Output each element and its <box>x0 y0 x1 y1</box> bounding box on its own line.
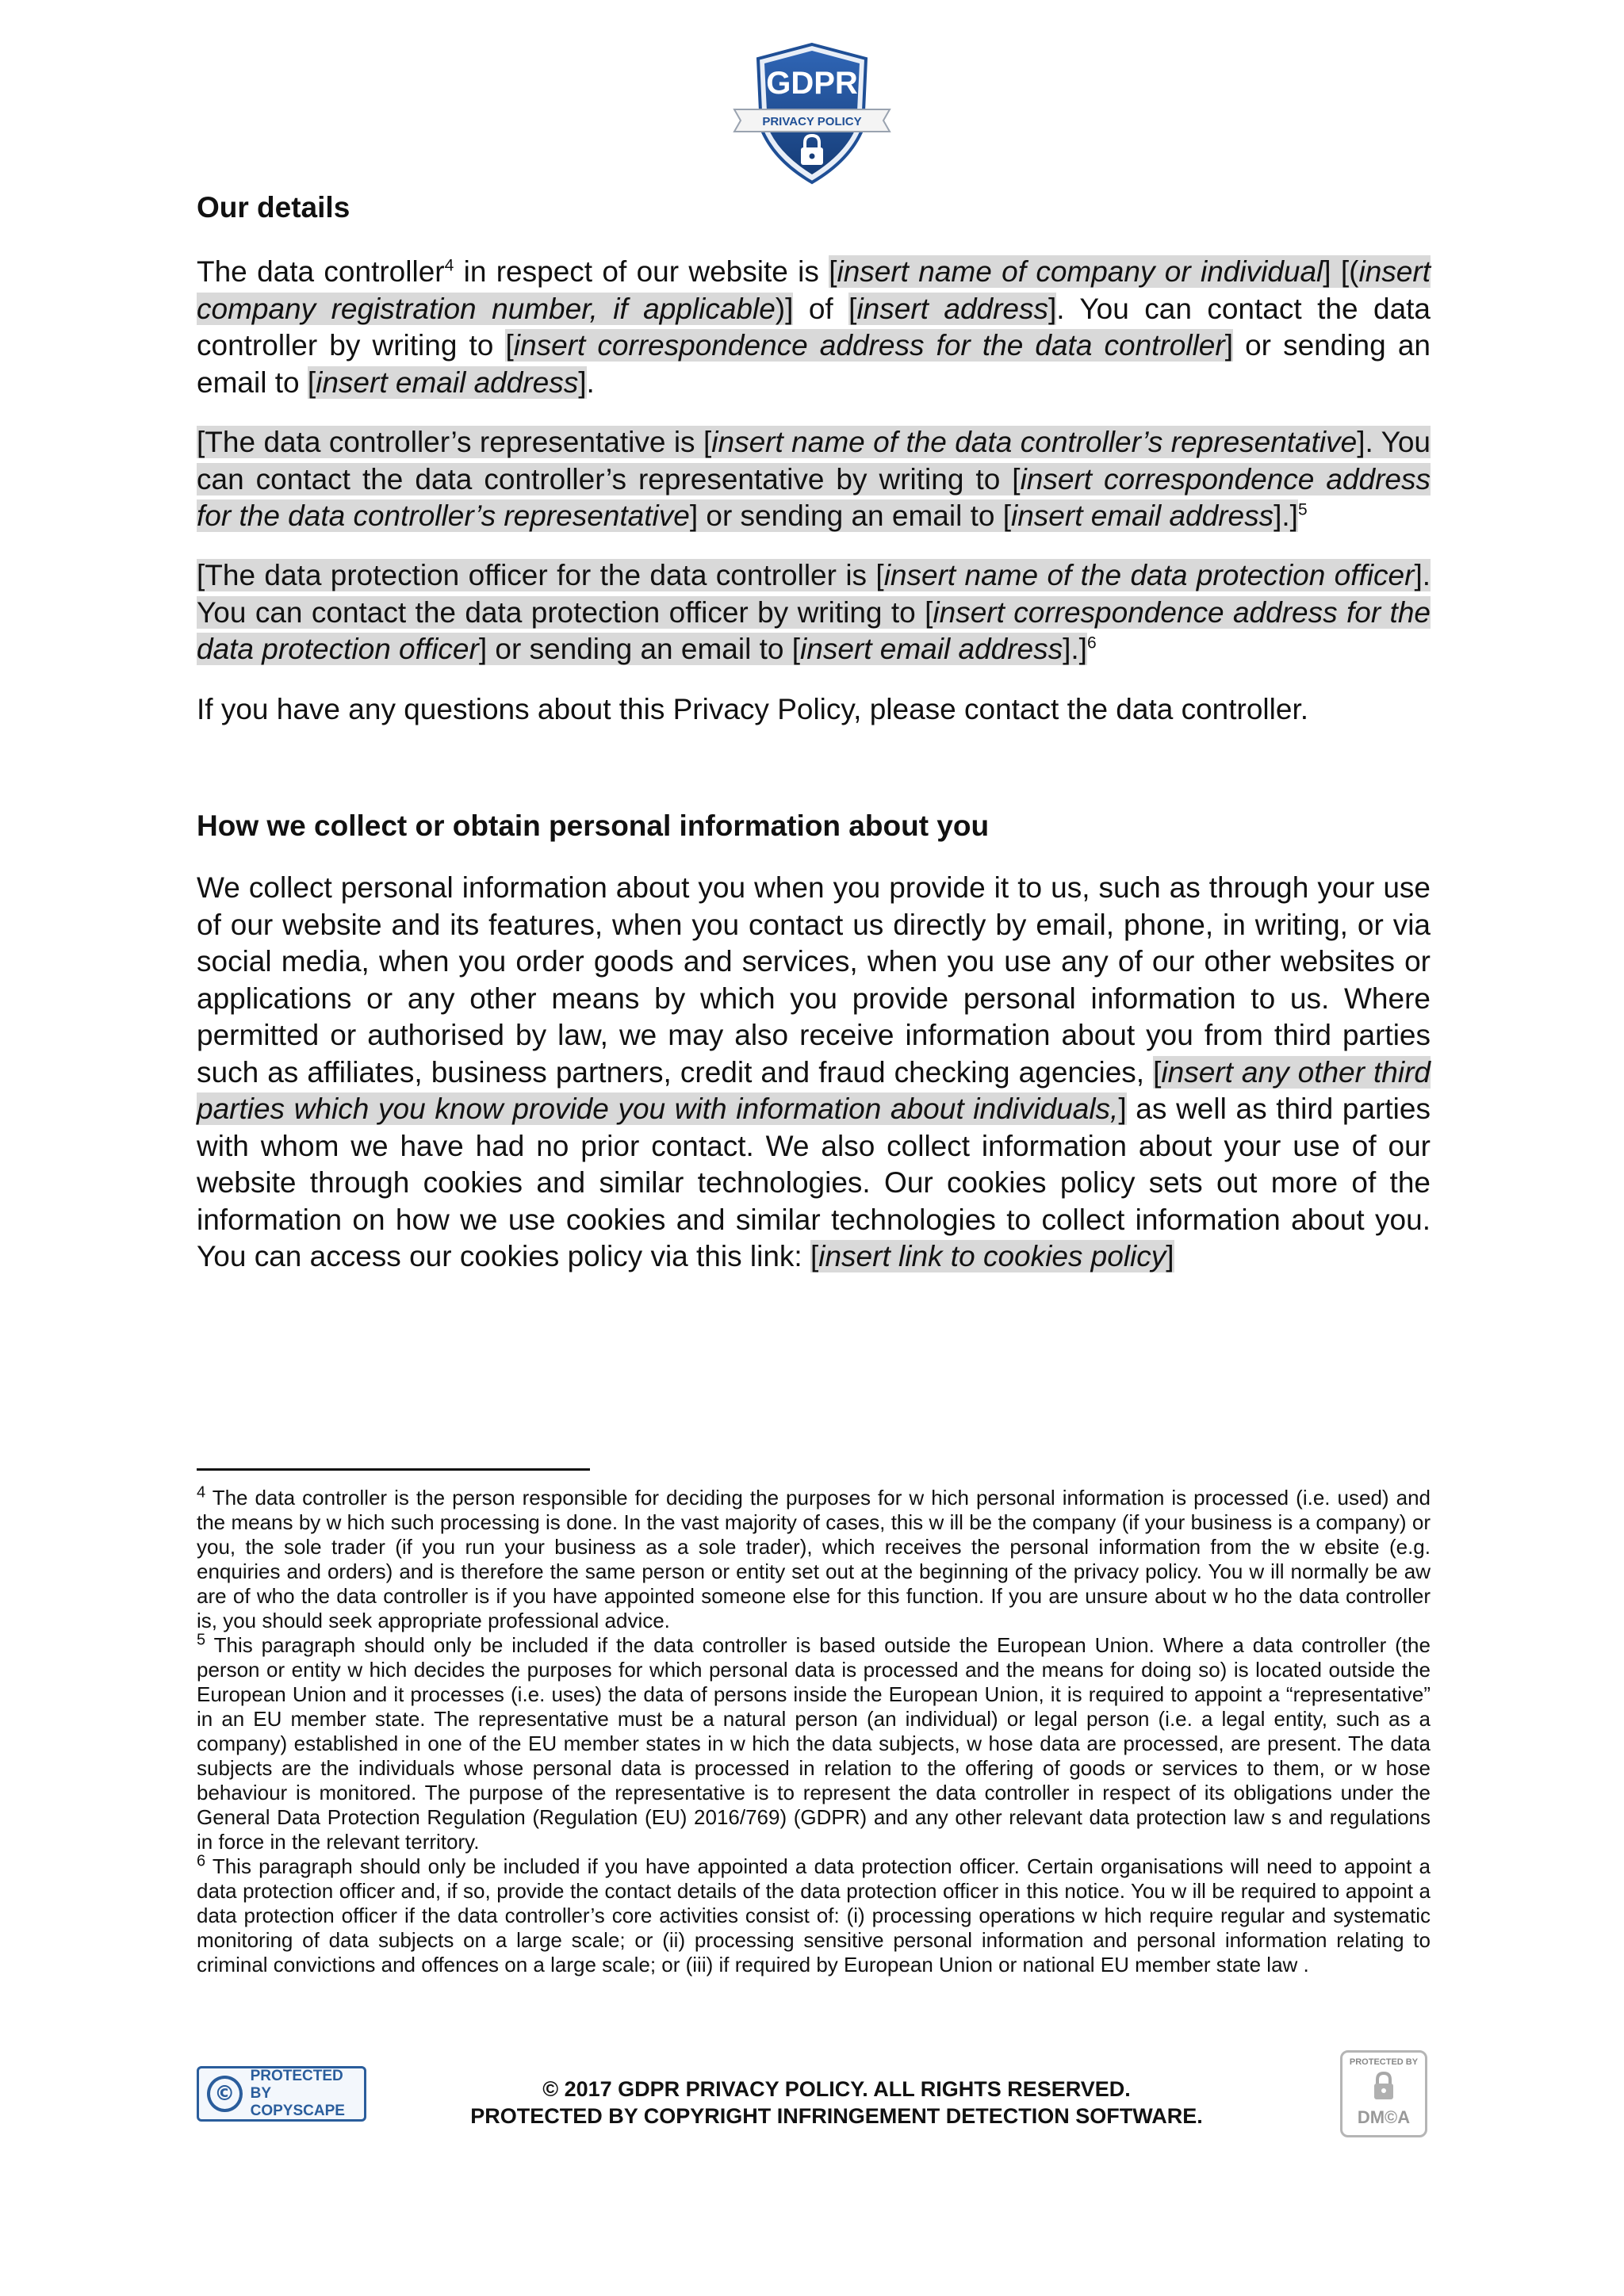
optional-representative-block: [The data controller’s representative is [insert name of the data controller’s representative]. You can contact the data controller’s representative by writing to [insert correspondence address for the data controller’s representative] or sending an email to [insert email address].] <box>197 426 1431 532</box>
footnote-4: $^4$ The data controller is the person responsible for deciding the purposes for w hich personal information is processed (i.e. used) and the means by w hich such processing is done. In the vast majority of cases, this w ill be the company (if your business is a company) or you, the sole trader (if you run your business as a sole trader), which receives the personal information from the w ebsite (e.g. enquiries and orders) and is therefore the same person or entity set out at the beginning of the privacy policy. You w ill normally be aw are of who the data controller is if you have appointed someone else for this function. If you are unsure about w ho the data controller is, you should seek appropriate professional advice. <box>197 1483 1431 1632</box>
footnote-ref-4: 4 <box>444 256 454 275</box>
footnote-6: $^6$ This paragraph should only be included if you have appointed a data protection officer. Certain organisations will need to appoint a data protection officer and, if so, provide the contact details of the data protection officer in this notice. You w ill be required to appoint a data protection officer if the data controller’s core activities consist of: (i) processing operations w hich require regular and systematic monitoring of data subjects on a large scale; or (ii) processing sensitive personal information and personal information relating to criminal convictions and offences on a large scale; or (iii) if required by European Union or national EU member state law . <box>197 1852 1431 1976</box>
copyright-icon: © <box>207 2076 243 2112</box>
footnotes <box>197 1483 1431 1977</box>
gdpr-logo <box>731 41 893 187</box>
section-our-details <box>197 190 1431 225</box>
paragraph-collect-info: We collect personal information about you when you provide it to us, such as through your use of our website and its features, when you contact us directly by email, phone, in writing, or via social media, when you order goods and services, when you use any of our other websites or applications or any other means by which you provide personal information to us. Where permitted or authorised by law, we may also receive information about you from third parties such as affiliates, business partners, credit and fraud checking agencies, [insert any other third parties which you know provide you with information about individuals,] as well as third parties with whom we have had no prior contact. We also collect information about your use of our website through cookies and similar technologies. Our cookies policy sets out more of the information on how we use cookies and similar technologies to collect information about you. You can access our cookies policy via this link: [insert link to cookies policy] <box>197 871 1431 1272</box>
footnote-5: $^5$ This paragraph should only be included if the data controller is based outside the European Union. Where a data controller (the person or entity w hich decides the purposes for which personal data is processed and the means for doing so) is located outside the European Union and it processes (i.e. uses) the data of persons inside the European Union, it is required to appoint a “representative” in an EU member state. The representative must be a natural person (an individual) or legal person (i.e. a legal entity, such as a company) established in one of the EU member states in w hich the data subjects, w hose data are processed, are present. The data subjects are the individuals whose personal data is processed in relation to the offering of goods or services to them, or w hose behaviour is monitored. The purpose of the representative is to represent the data controller in respect of its obligations under the General Data Protection Regulation (Regulation (EU) 2016/769) (GDPR) and any other relevant data protection law s and regulations in force in the relevant territory. <box>197 1631 1431 1854</box>
placeholder-cookies-link: [insert link to cookies policy] <box>810 1240 1174 1272</box>
copyscape-badge[interactable]: © PROTECTED BY COPYSCAPE <box>197 2066 366 2122</box>
optional-dpo-block: [The data protection officer for the data controller is [insert name of the data protection officer]. You can contact the data protection officer by writing to [insert correspondence address for the data protection officer] or sending an email to [insert email address].] <box>197 559 1431 665</box>
footnote-separator <box>197 1468 590 1471</box>
logo-ribbon: PRIVACY POLICY <box>762 115 862 128</box>
section-heading: Our details <box>197 191 350 224</box>
paragraph-controller-representative <box>197 424 1431 535</box>
footnote-ref-6: 6 <box>1086 633 1097 652</box>
placeholder-third-parties: [insert any other third parties which you know provide you with information about individuals,] <box>197 1055 1431 1125</box>
logo-title: GDPR <box>766 66 858 101</box>
paragraph-data-protection-officer <box>197 557 1431 668</box>
copyright-footer: © 2017 GDPR PRIVACY POLICY. ALL RIGHTS RESERVED. PROTECTED BY COPYRIGHT INFRINGEMENT DETECTION SOFTWARE. <box>470 2077 1203 2128</box>
placeholder-correspondence-address: [insert correspondence address for the data controller] <box>505 329 1233 362</box>
paragraph-questions: If you have any questions about this Privacy Policy, please contact the data controller. <box>197 693 1309 725</box>
placeholder-email: [insert email address] <box>307 365 587 399</box>
lock-icon <box>1368 2070 1400 2102</box>
placeholder-address: [insert address] <box>848 292 1057 325</box>
placeholder-company-name: [insert name of company or individual] [(insert company registration number, if applicable)] <box>197 255 1431 325</box>
paragraph-data-controller: The data controller$^4$ in respect of our website is [insert name of company or individual] [(insert company registration number, if applicable)] of [insert address]. You can contact the data controller by writing to [insert correspondence address for the data controller] or sending an email to [insert email address]. <box>197 255 1431 399</box>
section-heading: How we collect or obtain personal information about you <box>197 809 990 842</box>
section-how-we-collect <box>197 809 1431 844</box>
dmca-badge[interactable]: PROTECTED BY DM©A <box>1340 2050 1427 2137</box>
footnote-ref-5: 5 <box>1297 500 1308 519</box>
